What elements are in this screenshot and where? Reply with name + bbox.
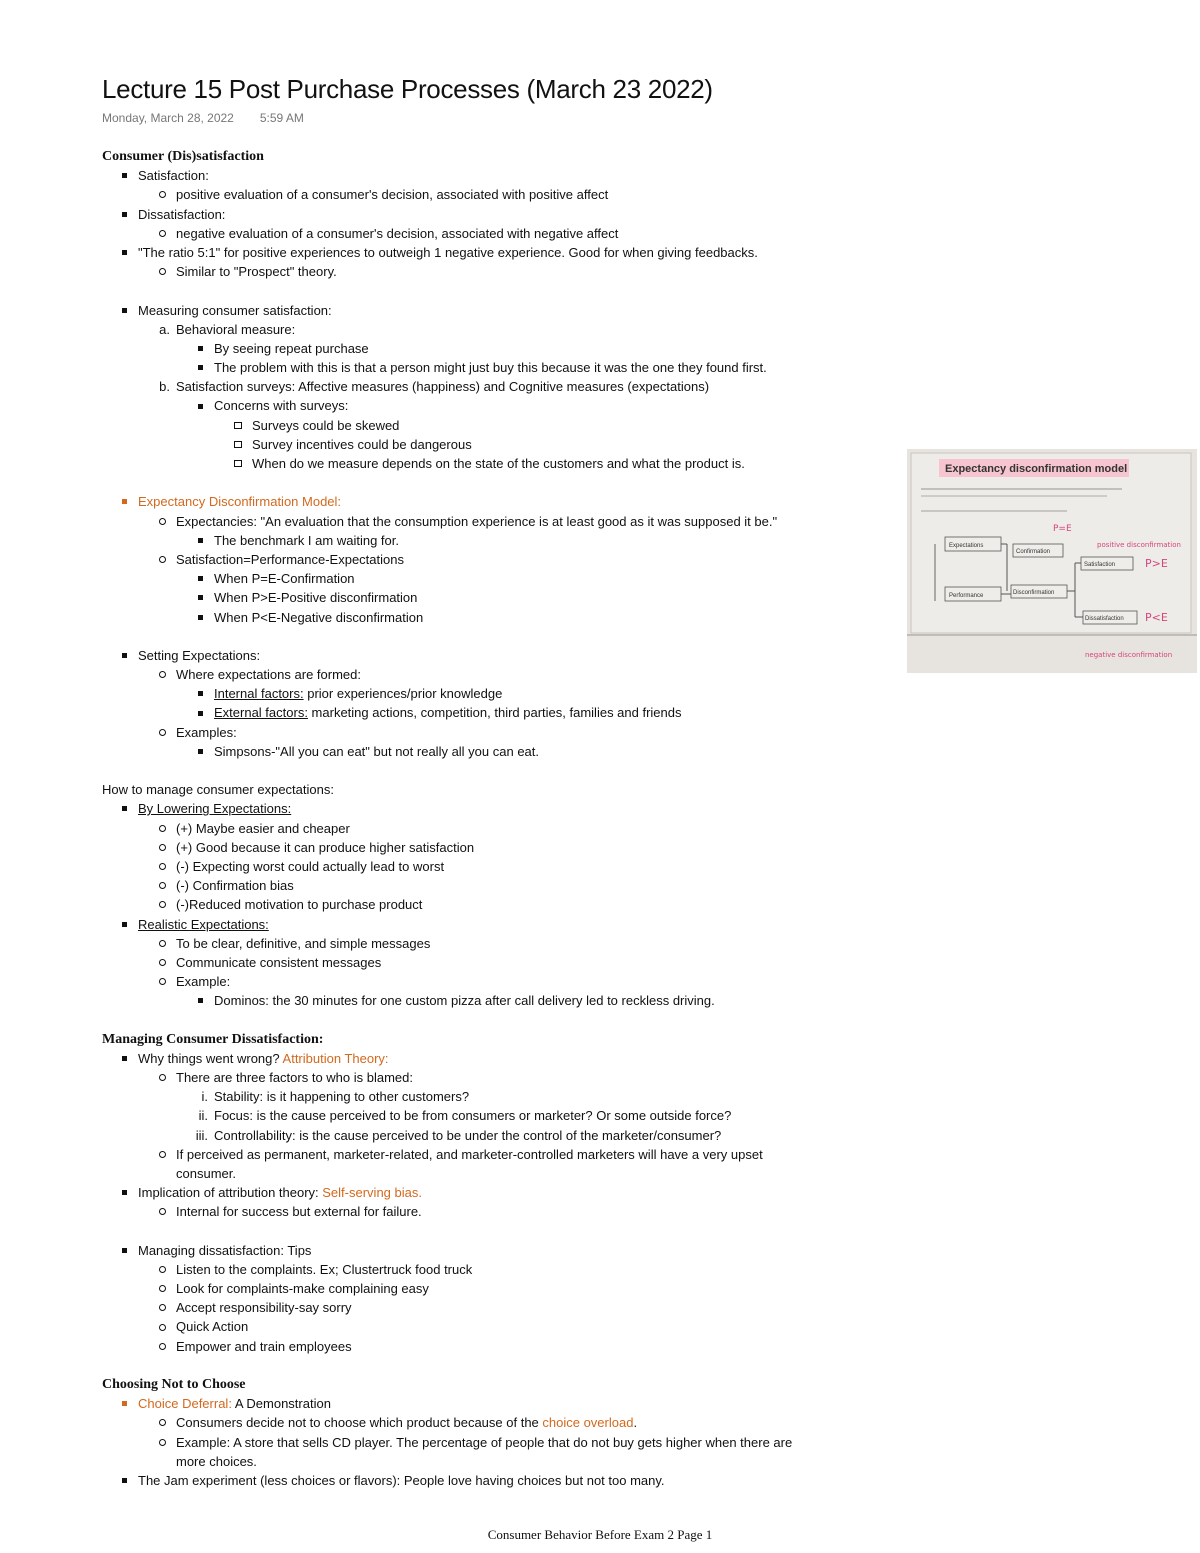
square-bullet-icon <box>116 1241 132 1260</box>
note-line <box>102 1394 862 1413</box>
circle-bullet-icon <box>154 838 170 857</box>
line-text <box>252 416 399 435</box>
square-bullet-icon <box>116 243 132 262</box>
text-span: "The ratio 5:1" for positive experiences to outweigh 1 negative experience. Good for when giving feedbacks. <box>138 244 758 260</box>
text-span: Consumer (Dis)satisfaction <box>102 149 264 164</box>
line-text <box>214 588 417 607</box>
note-line <box>102 1452 862 1471</box>
text-span: (-) Confirmation bias <box>176 878 294 894</box>
underlined-text: By Lowering Expectations: <box>138 801 292 817</box>
line-text <box>176 972 230 991</box>
note-line <box>102 1413 862 1432</box>
line-text <box>176 819 350 838</box>
text-span: Where expectations are formed: <box>176 667 361 683</box>
line-text <box>176 953 381 972</box>
line-text <box>176 1068 413 1087</box>
text-span: There are three factors to who is blamed: <box>176 1070 414 1085</box>
circle-bullet-icon <box>154 819 170 838</box>
page-footer: Consumer Behavior Before Exam 2 Page 1 <box>487 1527 713 1542</box>
text-span: The benchmark I am waiting for. <box>214 532 399 548</box>
meta-time: 5:59 AM <box>259 111 304 125</box>
text-span: To be clear, definitive, and simple messages <box>176 935 431 951</box>
note-line <box>102 262 862 281</box>
line-text <box>252 454 745 473</box>
text-span: Concerns with surveys: <box>214 398 349 414</box>
text-span: (+) Maybe easier and cheaper <box>176 820 350 836</box>
note-line <box>102 1317 862 1336</box>
line-text <box>176 857 444 876</box>
note-line <box>102 838 862 857</box>
highlight-text: Expectancy Disconfirmation Model: <box>138 494 342 510</box>
text-span: When P>E-Positive disconfirmation <box>214 590 418 606</box>
circle-bullet-icon <box>154 1260 170 1279</box>
line-text <box>214 991 715 1010</box>
square-bullet-icon <box>116 492 132 511</box>
circle-bullet-icon <box>154 1145 170 1164</box>
circle-bullet-icon <box>154 895 170 914</box>
text-span: Consumers decide not to choose which product because of the <box>176 1415 543 1431</box>
circle-bullet-icon <box>154 1433 170 1452</box>
list-number: a. <box>159 321 170 337</box>
line-text <box>138 243 758 262</box>
square-bullet-icon <box>192 531 208 550</box>
text-span: Survey incentives could be dangerous <box>252 436 472 452</box>
note-line <box>102 703 862 722</box>
text-span: Behavioral measure: <box>176 321 296 337</box>
note-line <box>102 320 862 339</box>
blank-line <box>102 627 862 646</box>
line-text <box>176 1260 472 1279</box>
line-text <box>176 320 295 339</box>
title-main: Lecture 15 Post Purchase Processes <box>102 74 520 104</box>
note-line <box>102 665 862 684</box>
line-text <box>176 224 618 243</box>
note-line <box>102 416 862 435</box>
line-text <box>176 723 237 742</box>
circle-bullet-icon <box>154 934 170 953</box>
circle-bullet-icon <box>154 665 170 684</box>
text-span: negative evaluation of a consumer's decision, associated with negative affect <box>176 225 619 241</box>
line-text <box>176 1452 257 1471</box>
circle-bullet-icon <box>154 1279 170 1298</box>
handwriting-p-lt-e: P<E <box>1145 611 1168 624</box>
meta-date: Monday, March 28, 2022 <box>102 111 234 125</box>
square-bullet-icon <box>192 991 208 1010</box>
line-text <box>138 1471 665 1490</box>
line-text <box>214 703 682 722</box>
note-line <box>102 895 862 914</box>
line-text <box>214 569 355 588</box>
line-text <box>176 1317 248 1336</box>
note-line <box>102 972 862 991</box>
line-text <box>252 435 472 454</box>
text-span: Controllability: is the cause perceived to be under the control of the marketer/consumer? <box>214 1127 722 1143</box>
text-span: Empower and train employees <box>176 1338 352 1354</box>
note-line <box>102 492 862 511</box>
note-line <box>102 512 862 531</box>
circle-bullet-icon <box>154 857 170 876</box>
figure-box-0: Expectations <box>949 543 984 549</box>
underlined-text: External factors: <box>214 705 308 721</box>
text-span: Dissatisfaction: <box>138 206 226 222</box>
note-line <box>102 953 862 972</box>
blank-line <box>102 281 862 300</box>
circle-bullet-icon <box>154 185 170 204</box>
note-line <box>102 684 862 703</box>
underlined-text: Internal factors: <box>214 686 304 702</box>
note-content <box>102 147 862 1490</box>
note-line <box>102 991 862 1010</box>
circle-bullet-icon <box>154 262 170 281</box>
line-text <box>176 934 430 953</box>
text-span: Managing Consumer Dissatisfaction: <box>102 1031 324 1047</box>
highlight-text: choice overload <box>542 1415 634 1431</box>
note-line <box>102 339 862 358</box>
text-span: When P<E-Negative disconfirmation <box>214 609 424 625</box>
square-bullet-icon <box>116 799 132 818</box>
figure-box-5: Dissatisfaction <box>1085 616 1124 622</box>
section-heading <box>102 1375 862 1394</box>
page-meta <box>102 111 304 125</box>
circle-bullet-icon <box>154 1068 170 1087</box>
note-line <box>102 608 862 627</box>
figure-box-4: Disconfirmation <box>1013 590 1055 596</box>
note-line <box>102 819 862 838</box>
note-line <box>102 1183 862 1202</box>
line-text <box>138 1049 389 1068</box>
note-line <box>102 915 862 934</box>
line-text <box>102 147 264 166</box>
line-text <box>214 608 423 627</box>
note-line <box>102 1202 862 1221</box>
line-text <box>176 377 709 396</box>
figure-svg <box>907 449 1197 673</box>
line-text <box>176 895 422 914</box>
square-bullet-icon <box>192 588 208 607</box>
note-line <box>102 646 862 665</box>
blank-line <box>102 473 862 492</box>
text-span: Internal for success but external for failure. <box>176 1204 422 1220</box>
page-title <box>102 74 713 105</box>
text-span: marketing actions, competition, third parties, families and friends <box>307 705 682 721</box>
underlined-text: Realistic Expectations: <box>138 916 269 932</box>
highlight-text: Choice Deferral: <box>138 1396 232 1412</box>
note-line <box>102 1049 862 1068</box>
circle-bullet-icon <box>154 1337 170 1356</box>
circle-bullet-icon <box>154 512 170 531</box>
circle-bullet-icon <box>154 550 170 569</box>
text-span: Measuring consumer satisfaction: <box>138 302 332 318</box>
square-bullet-icon <box>192 742 208 761</box>
text-span: Simpsons-"All you can eat" but not really all you can eat. <box>214 743 540 759</box>
line-text <box>138 1394 331 1413</box>
square-bullet-icon <box>116 1183 132 1202</box>
square-bullet-icon <box>192 569 208 588</box>
line-text <box>102 1375 246 1394</box>
list-number: ii. <box>198 1108 208 1124</box>
line-text <box>176 876 294 895</box>
title-date: (March 23 2022) <box>526 74 713 104</box>
line-text <box>214 1087 469 1106</box>
square-bullet-icon <box>116 205 132 224</box>
text-span: By seeing repeat purchase <box>214 340 369 356</box>
note-line <box>102 1471 862 1490</box>
line-text <box>138 166 209 185</box>
text-span: Listen to the complaints. Ex; Clustertruck food truck <box>176 1261 473 1277</box>
note-line <box>102 435 862 454</box>
line-text <box>176 838 474 857</box>
line-text <box>176 1279 429 1298</box>
text-span: The problem with this is that a person might just buy this because it was the one they found first. <box>214 360 767 376</box>
handwriting-negative: negative disconfirmation <box>1085 651 1173 659</box>
line-text <box>176 512 777 531</box>
text-span: Expectancies: "An evaluation that the consumption experience is at least good as it was supposed it be." <box>176 513 778 529</box>
square-bullet-icon <box>116 915 132 934</box>
line-text <box>176 1164 236 1183</box>
note-line <box>102 1145 862 1164</box>
text-span: Satisfaction=Performance-Expectations <box>176 551 404 567</box>
note-line <box>102 934 862 953</box>
line-text <box>214 396 348 415</box>
note-line <box>102 358 862 377</box>
circle-bullet-icon <box>154 1202 170 1221</box>
note-line <box>102 301 862 320</box>
text-span: Example: A store that sells CD player. The percentage of people that do not buy gets higher when there are <box>176 1434 793 1450</box>
section-heading <box>102 1030 862 1049</box>
square-bullet-icon <box>192 339 208 358</box>
text-span: Why things went wrong? <box>138 1050 283 1066</box>
line-text <box>176 550 404 569</box>
note-line <box>102 723 862 742</box>
note-line <box>102 1433 862 1452</box>
line-text <box>138 205 225 224</box>
text-span: Similar to "Prospect" theory. <box>176 264 337 280</box>
note-line <box>102 1298 862 1317</box>
text-span: Surveys could be skewed <box>252 417 400 433</box>
line-text <box>138 492 341 511</box>
note-line <box>102 588 862 607</box>
figure-box-2: Satisfaction <box>1084 562 1116 568</box>
text-span: Stability: is it happening to other customers? <box>214 1089 470 1105</box>
note-line <box>102 224 862 243</box>
note-line <box>102 1106 862 1125</box>
square-outline-bullet-icon <box>230 416 246 435</box>
text-span: (+) Good because it can produce higher satisfaction <box>176 839 475 855</box>
circle-bullet-icon <box>154 723 170 742</box>
square-bullet-icon <box>116 1471 132 1490</box>
square-bullet-icon <box>116 166 132 185</box>
text-span: Satisfaction: <box>138 168 209 184</box>
circle-bullet-icon <box>154 1413 170 1432</box>
text-span: If perceived as permanent, marketer-related, and marketer-controlled marketers will have a very upset <box>176 1146 763 1162</box>
square-bullet-icon <box>192 684 208 703</box>
note-line <box>102 1241 862 1260</box>
text-span: Satisfaction surveys: Affective measures (happiness) and Cognitive measures (expectations) <box>176 379 710 395</box>
line-text <box>102 1030 323 1049</box>
list-number: iii. <box>195 1127 208 1143</box>
text-span: Accept responsibility-say sorry <box>176 1300 352 1316</box>
line-text <box>138 1183 422 1202</box>
list-number: i. <box>201 1089 208 1105</box>
note-line <box>102 166 862 185</box>
note-line <box>102 799 862 818</box>
line-text <box>138 646 260 665</box>
text-span: Focus: is the cause perceived to be from consumers or marketer? Or some outside force? <box>214 1108 732 1124</box>
text-span: consumer. <box>176 1165 236 1181</box>
note-line <box>102 1126 862 1145</box>
text-span: When do we measure depends on the state of the customers and what the product is. <box>252 456 745 471</box>
text-span: prior experiences/prior knowledge <box>303 686 503 702</box>
text-span: more choices. <box>176 1453 257 1469</box>
line-text <box>214 1126 721 1145</box>
note-line <box>102 531 862 550</box>
note-line <box>102 243 862 262</box>
embedded-photo-expectancy-model <box>907 449 1197 673</box>
line-text <box>138 301 332 320</box>
handwriting-p-gt-e: P>E <box>1145 557 1168 570</box>
circle-bullet-icon <box>154 1298 170 1317</box>
note-line <box>102 1087 862 1106</box>
line-text <box>176 665 361 684</box>
section-heading <box>102 147 862 166</box>
line-text <box>214 358 767 377</box>
text-span: Example: <box>176 974 231 990</box>
text-span: Managing dissatisfaction: Tips <box>138 1242 312 1258</box>
blank-line <box>102 1222 862 1241</box>
note-line <box>102 857 862 876</box>
note-line <box>102 780 862 799</box>
figure-title: Expectancy disconfirmation model <box>945 463 1128 475</box>
text-span: A Demonstration <box>231 1396 331 1412</box>
square-bullet-icon <box>192 703 208 722</box>
text-span: Quick Action <box>176 1319 249 1335</box>
line-text <box>176 185 608 204</box>
square-bullet-icon <box>192 608 208 627</box>
line-text <box>176 262 337 281</box>
line-text <box>102 780 334 799</box>
text-span: Examples: <box>176 724 237 740</box>
line-text <box>138 799 291 818</box>
text-span: Implication of attribution theory: <box>138 1185 323 1201</box>
line-text <box>176 1298 352 1317</box>
circle-bullet-icon <box>154 972 170 991</box>
text-span: Communicate consistent messages <box>176 954 382 970</box>
highlight-text: Self-serving bias. <box>322 1185 422 1201</box>
circle-bullet-icon <box>154 876 170 895</box>
note-line <box>102 1337 862 1356</box>
square-bullet-icon <box>192 358 208 377</box>
note-line <box>102 185 862 204</box>
text-span: Setting Expectations: <box>138 647 261 663</box>
text-span: When P=E-Confirmation <box>214 571 355 587</box>
list-number: b. <box>159 379 170 395</box>
note-line <box>102 454 862 473</box>
square-bullet-icon <box>192 396 208 415</box>
note-line <box>102 205 862 224</box>
highlight-text: Attribution Theory: <box>282 1050 389 1066</box>
note-line <box>102 876 862 895</box>
line-text <box>176 1145 763 1164</box>
line-text <box>176 1337 352 1356</box>
text-span: Look for complaints-make complaining easy <box>176 1281 429 1297</box>
blank-line <box>102 1356 862 1375</box>
line-text <box>138 915 269 934</box>
note-line <box>102 1164 862 1183</box>
handwriting-p-eq-e: P=E <box>1053 524 1072 534</box>
note-line <box>102 396 862 415</box>
note-line <box>102 569 862 588</box>
line-text <box>176 1433 792 1452</box>
note-line <box>102 1279 862 1298</box>
square-bullet-icon <box>116 1394 132 1413</box>
square-bullet-icon <box>116 301 132 320</box>
square-outline-bullet-icon <box>230 435 246 454</box>
note-line <box>102 742 862 761</box>
line-text <box>214 339 369 358</box>
square-bullet-icon <box>116 1049 132 1068</box>
text-span: positive evaluation of a consumer's decision, associated with positive affect <box>176 187 609 203</box>
note-line <box>102 1068 862 1087</box>
text-span: Choosing Not to Choose <box>102 1377 246 1392</box>
note-line <box>102 1260 862 1279</box>
line-text <box>214 531 399 550</box>
blank-line <box>102 761 862 780</box>
line-text <box>214 742 539 761</box>
circle-bullet-icon <box>154 953 170 972</box>
figure-box-1: Confirmation <box>1016 549 1051 555</box>
line-text <box>176 1413 637 1432</box>
circle-bullet-icon <box>154 224 170 243</box>
line-text <box>176 1202 422 1221</box>
square-outline-bullet-icon <box>230 454 246 473</box>
text-span: How to manage consumer expectations: <box>102 782 334 798</box>
text-span: The Jam experiment (less choices or flavors): People love having choices but not too many. <box>138 1472 665 1488</box>
line-text <box>214 1106 731 1125</box>
handwriting-positive: positive disconfirmation <box>1097 541 1181 549</box>
text-span: (-)Reduced motivation to purchase product <box>176 897 423 913</box>
blank-line <box>102 1010 862 1029</box>
line-text <box>214 684 502 703</box>
text-span: Dominos: the 30 minutes for one custom pizza after call delivery led to reckless driving. <box>214 993 715 1009</box>
text-span: (-) Expecting worst could actually lead to worst <box>176 858 445 874</box>
note-line <box>102 550 862 569</box>
figure-box-3: Performance <box>949 593 984 599</box>
line-text <box>138 1241 311 1260</box>
note-line <box>102 377 862 396</box>
text-span: . <box>633 1415 638 1431</box>
circle-bullet-icon <box>154 1317 170 1336</box>
square-bullet-icon <box>116 646 132 665</box>
